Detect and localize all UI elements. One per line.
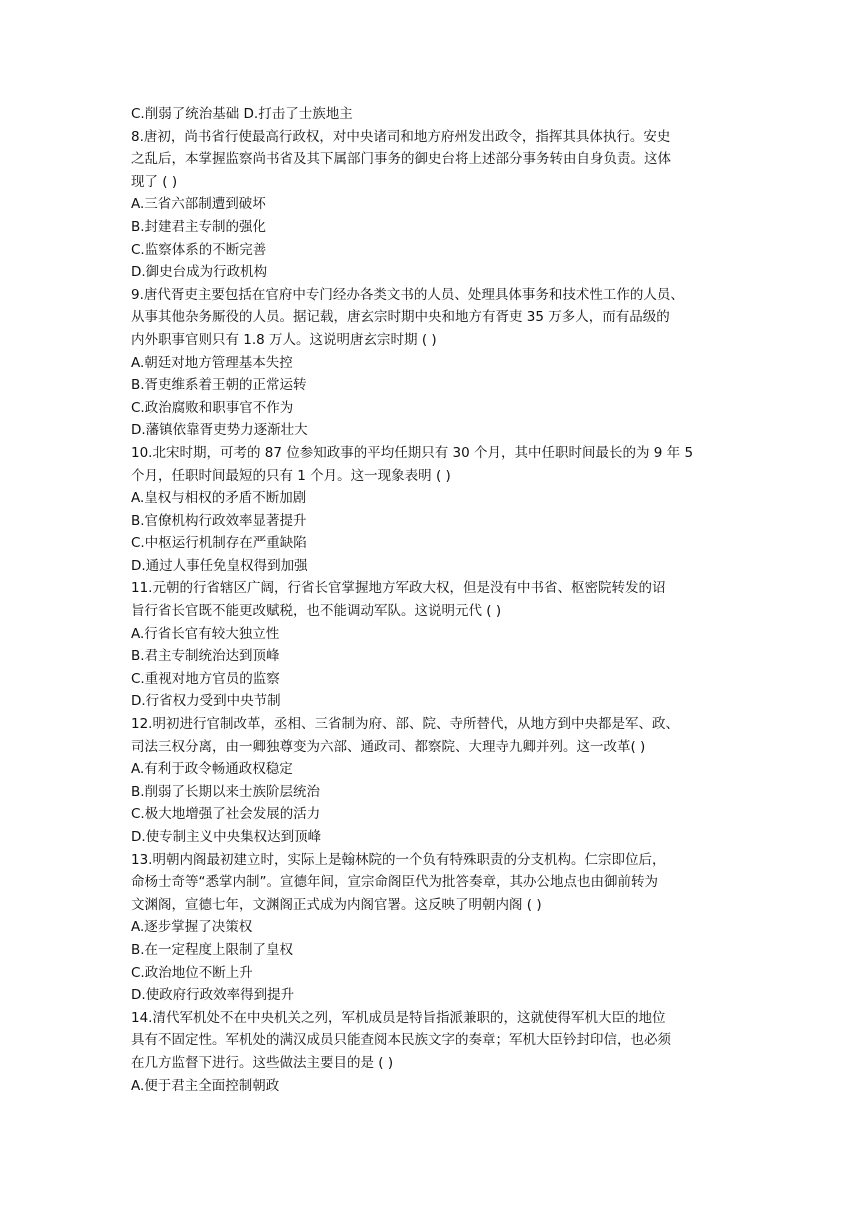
answer-option: A.逐步掌握了决策权 <box>131 919 253 936</box>
answer-option: D.通过人事任免皇权得到加强 <box>131 557 308 574</box>
answer-option: A.行省长官有较大独立性 <box>131 625 280 642</box>
answer-option: B.削弱了长期以来士族阶层统治 <box>131 783 321 800</box>
question-text: 在几方监督下进行。这些做法主要目的是 ( ) <box>131 1054 394 1071</box>
answer-option: B.官僚机构行政效率显著提升 <box>131 512 307 529</box>
question-text: 8.唐初，尚书省行使最高行政权，对中央诸司和地方府州发出政令，指挥其具体执行。安史 <box>131 128 671 145</box>
question-text: 12.明初进行官制改革，丞相、三省制为府、部、院、寺所替代，从地方到中央都是军、政、 <box>131 716 679 733</box>
question-text: 命杨士奇等“悉掌内制”。宣德年间，宣宗命阁臣代为批答奏章，其办公地点也由御前转为 <box>131 874 658 891</box>
answer-option: C.极大地增强了社会发展的活力 <box>131 806 321 823</box>
answer-option: C.削弱了统治基础 D.打击了士族地主 <box>131 106 353 122</box>
question-text: 司法三权分离，由一卿独尊变为六部、通政司、都察院、大理寺九卿并列。这一改革( ) <box>131 738 646 755</box>
answer-option: C.政治地位不断上升 <box>131 964 253 981</box>
question-text: 现了 ( ) <box>131 173 178 190</box>
question-text: 内外职事官则只有 1.8 万人。这说明唐玄宗时期 ( ) <box>131 331 437 348</box>
answer-option: D.藩镇依靠胥吏势力逐渐壮大 <box>131 422 308 439</box>
question-text: 13.明朝内阁最初建立时，实际上是翰林院的一个负有特殊职责的分支机构。仁宗即位后， <box>131 851 666 868</box>
answer-option: D.行省权力受到中央节制 <box>131 693 281 710</box>
question-text: 9.唐代胥吏主要包括在官府中专门经办各类文书的人员、处理具体事务和技术性工作的人员、 <box>131 286 684 303</box>
answer-option: C.重视对地方官员的监察 <box>131 670 280 687</box>
answer-option: A.朝廷对地方管理基本失控 <box>131 354 293 371</box>
answer-option: A.便于君主全面控制朝政 <box>131 1077 280 1094</box>
document-body <box>131 103 741 1097</box>
answer-option: B.胥吏维系着王朝的正常运转 <box>131 377 307 394</box>
answer-option: C.政治腐败和职事官不作为 <box>131 399 294 416</box>
answer-option: B.封建君主专制的强化 <box>131 218 267 235</box>
answer-option: D.御史台成为行政机构 <box>131 264 268 281</box>
answer-option: A.有利于政令畅通政权稳定 <box>131 761 293 778</box>
question-text: 11.元朝的行省辖区广阔，行省长官掌握地方军政大权，但是没有中书省、枢密院转发的诏 <box>131 580 666 597</box>
question-text: 个月，任职时间最短的只有 1 个月。这一现象表明 ( ) <box>131 467 451 484</box>
answer-option: A.三省六部制遭到破坏 <box>131 196 266 213</box>
question-text: 从事其他杂务厮役的人员。据记载，唐玄宗时期中央和地方有胥吏 35 万多人，而有品级的 <box>131 309 670 326</box>
answer-option: C.中枢运行机制存在严重缺陷 <box>131 535 307 552</box>
question-text: 10.北宋时期，可考的 87 位参知政事的平均任期只有 30 个月，其中任职时间最长的为 9 年 5 <box>131 444 694 461</box>
answer-option: B.在一定程度上限制了皇权 <box>131 941 294 958</box>
question-text: 旨行省长官既不能更改赋税，也不能调动军队。这说明元代 ( ) <box>131 603 502 620</box>
question-text: 具有不固定性。军机处的满汉成员只能查阅本民族文字的奏章；军机大臣钤封印信，也必须 <box>131 1032 671 1049</box>
answer-option: B.君主专制统治达到顶峰 <box>131 648 280 665</box>
answer-option: C.监察体系的不断完善 <box>131 241 267 258</box>
answer-option: A.皇权与相权的矛盾不断加剧 <box>131 490 307 507</box>
answer-option: D.使专制主义中央集权达到顶峰 <box>131 829 322 845</box>
question-text: 14.清代军机处不在中央机关之列，军机成员是特旨指派兼职的，这就使得军机大臣的地位 <box>131 1009 666 1026</box>
question-text: 之乱后，本掌握监察尚书省及其下属部门事务的御史台将上述部分事务转由自身负责。这体 <box>131 151 671 168</box>
question-text: 文渊阁，宣德七年，文渊阁正式成为内阁官署。这反映了明朝内阁 ( ) <box>131 896 542 913</box>
answer-option: D.使政府行政效率得到提升 <box>131 987 295 1004</box>
